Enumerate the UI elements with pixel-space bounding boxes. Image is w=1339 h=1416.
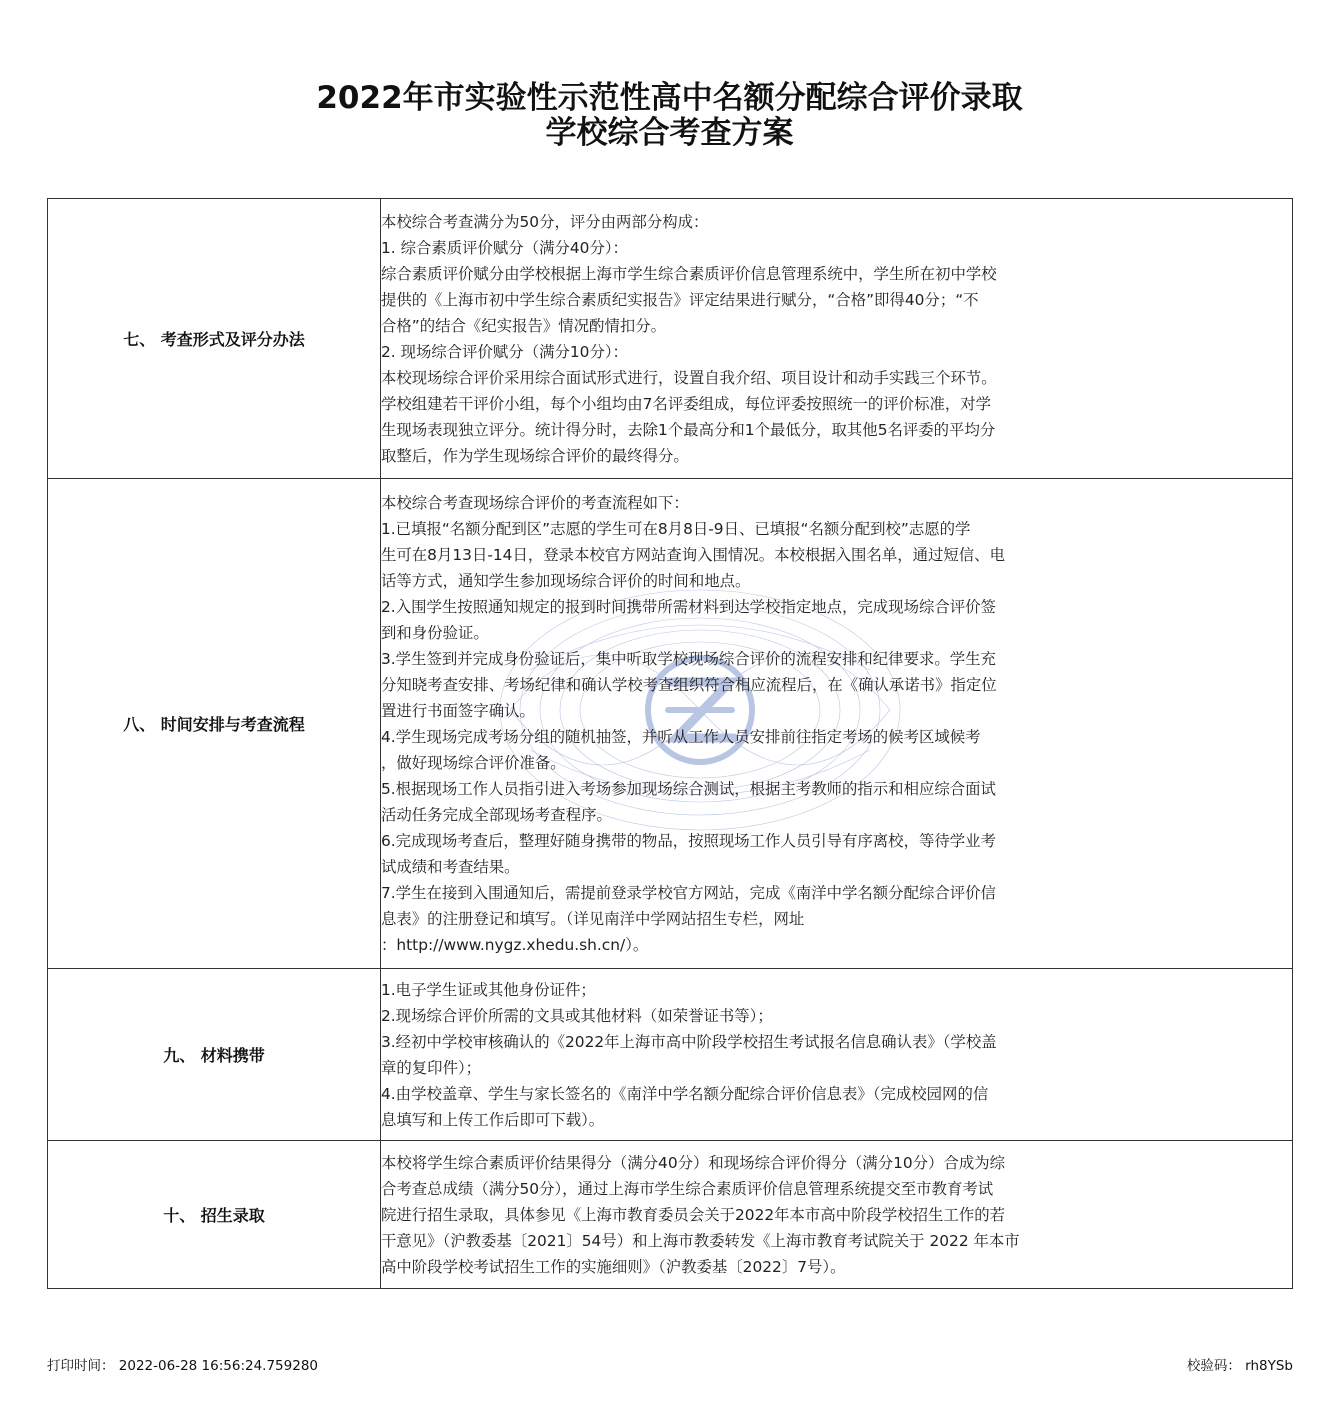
section-label: 九、 材料携带 xyxy=(48,969,381,1141)
section-content xyxy=(381,1141,1293,1289)
content-line: 本校综合考查现场综合评价的考查流程如下： xyxy=(381,493,689,512)
section-row xyxy=(48,969,1293,1141)
content-line: 活动任务完成全部现场考查程序。 xyxy=(381,805,612,824)
content-line: 1. 综合素质评价赋分（满分40分）： xyxy=(381,238,628,257)
content-line: ，做好现场综合评价准备。 xyxy=(381,753,566,772)
content-line: 分知晓考查安排、考场纪律和确认学校考查组织符合相应流程后，在《确认承诺书》指定位 xyxy=(381,675,997,694)
content-line: 7.学生在接到入围通知后，需提前登录学校官方网站，完成《南洋中学名额分配综合评价信 xyxy=(381,883,996,902)
plan-table xyxy=(47,198,1293,1289)
content-line: 干意见》（沪教委基〔2021〕54号）和上海市教委转发《上海市教育考试院关于 2022 年本市 xyxy=(381,1231,1020,1250)
content-line: 高中阶段学校考试招生工作的实施细则》（沪教委基〔2022〕7号）。 xyxy=(381,1257,846,1276)
content-line: 1.已填报“名额分配到区”志愿的学生可在8月8日-9日、已填报“名额分配到校”志愿的学 xyxy=(381,519,971,538)
content-line: 6.完成现场考查后，整理好随身携带的物品，按照现场工作人员引导有序离校，等待学业考 xyxy=(381,831,996,850)
content-line: 院进行招生录取，具体参见《上海市教育委员会关于2022年本市高中阶段学校招生工作的若 xyxy=(381,1205,1006,1224)
content-line: 5.根据现场工作人员指引进入考场参加现场综合测试，根据主考教师的指示和相应综合面试 xyxy=(381,779,996,798)
section-content xyxy=(381,479,1293,969)
section-row xyxy=(48,479,1293,969)
content-line: 4.由学校盖章、学生与家长签名的《南洋中学名额分配综合评价信息表》（完成校园网的信 xyxy=(381,1084,989,1103)
document-title-line-2: 学校综合考查方案 xyxy=(545,115,794,151)
section-row xyxy=(48,199,1293,479)
content-line: 2. 现场综合评价赋分（满分10分）： xyxy=(381,342,628,361)
section-label: 十、 招生录取 xyxy=(48,1141,381,1289)
content-line: 本校综合考查满分为50分，评分由两部分构成： xyxy=(381,212,709,231)
check-code: 校验码： rh8YSb xyxy=(1186,1358,1293,1374)
section-content xyxy=(381,199,1293,479)
content-line: 息填写和上传工作后即可下载）。 xyxy=(381,1110,605,1129)
content-line: 3.学生签到并完成身份验证后，集中听取学校现场综合评价的流程安排和纪律要求。学生充 xyxy=(381,649,996,668)
content-line: 合格”的结合《纪实报告》情况酌情扣分。 xyxy=(381,316,667,335)
content-line: 2.入围学生按照通知规定的报到时间携带所需材料到达学校指定地点，完成现场综合评价签 xyxy=(381,597,996,616)
section-label: 七、 考查形式及评分办法 xyxy=(48,199,381,479)
content-line: 提供的《上海市初中学生综合素质纪实报告》评定结果进行赋分，“合格”即得40分；“不 xyxy=(381,290,979,309)
section-label: 八、 时间安排与考查流程 xyxy=(48,479,381,969)
content-line: 置进行书面签字确认。 xyxy=(381,701,535,720)
content-line: 取整后，作为学生现场综合评价的最终得分。 xyxy=(381,446,689,465)
content-line: 学校组建若干评价小组，每个小组均由7名评委组成，每位评委按照统一的评价标准，对学 xyxy=(381,394,992,413)
content-line: 2.现场综合评价所需的文具或其他材料（如荣誉证书等）； xyxy=(381,1006,773,1025)
content-line: 生可在8月13日-14日，登录本校官方网站查询入围情况。本校根据入围名单，通过短信、电 xyxy=(381,545,1005,564)
content-line: 1.电子学生证或其他身份证件； xyxy=(381,980,596,999)
content-line: ：http://www.nygz.xhedu.sh.cn/）。 xyxy=(381,935,649,954)
content-line: 生现场表现独立评分。统计得分时，去除1个最高分和1个最低分，取其他5名评委的平均分 xyxy=(381,420,996,439)
content-line: 综合素质评价赋分由学校根据上海市学生综合素质评价信息管理系统中，学生所在初中学校 xyxy=(381,264,997,283)
content-line: 章的复印件）； xyxy=(381,1058,482,1077)
section-row xyxy=(48,1141,1293,1289)
content-line: 本校现场综合评价采用综合面试形式进行，设置自我介绍、项目设计和动手实践三个环节。 xyxy=(381,368,997,387)
document-title-line-1: 2022年市实验性示范性高中名额分配综合评价录取 xyxy=(316,80,1023,116)
section-content xyxy=(381,969,1293,1141)
content-line: 到和身份验证。 xyxy=(381,623,489,642)
content-line: 合考查总成绩（满分50分），通过上海市学生综合素质评价信息管理系统提交至市教育考试 xyxy=(381,1179,994,1198)
content-line: 试成绩和考查结果。 xyxy=(381,857,520,876)
content-line: 本校将学生综合素质评价结果得分（满分40分）和现场综合评价得分（满分10分）合成为综 xyxy=(381,1153,1006,1172)
content-line: 4.学生现场完成考场分组的随机抽签，并听从工作人员安排前往指定考场的候考区域候考 xyxy=(381,727,981,746)
content-line: 3.经初中学校审核确认的《2022年上海市高中阶段学校招生考试报名信息确认表》（学校盖 xyxy=(381,1032,997,1051)
content-line: 话等方式，通知学生参加现场综合评价的时间和地点。 xyxy=(381,571,751,590)
content-line: 息表》的注册登记和填写。（详见南洋中学网站招生专栏，网址 xyxy=(381,909,805,928)
print-time: 打印时间： 2022-06-28 16:56:24.759280 xyxy=(47,1358,318,1374)
